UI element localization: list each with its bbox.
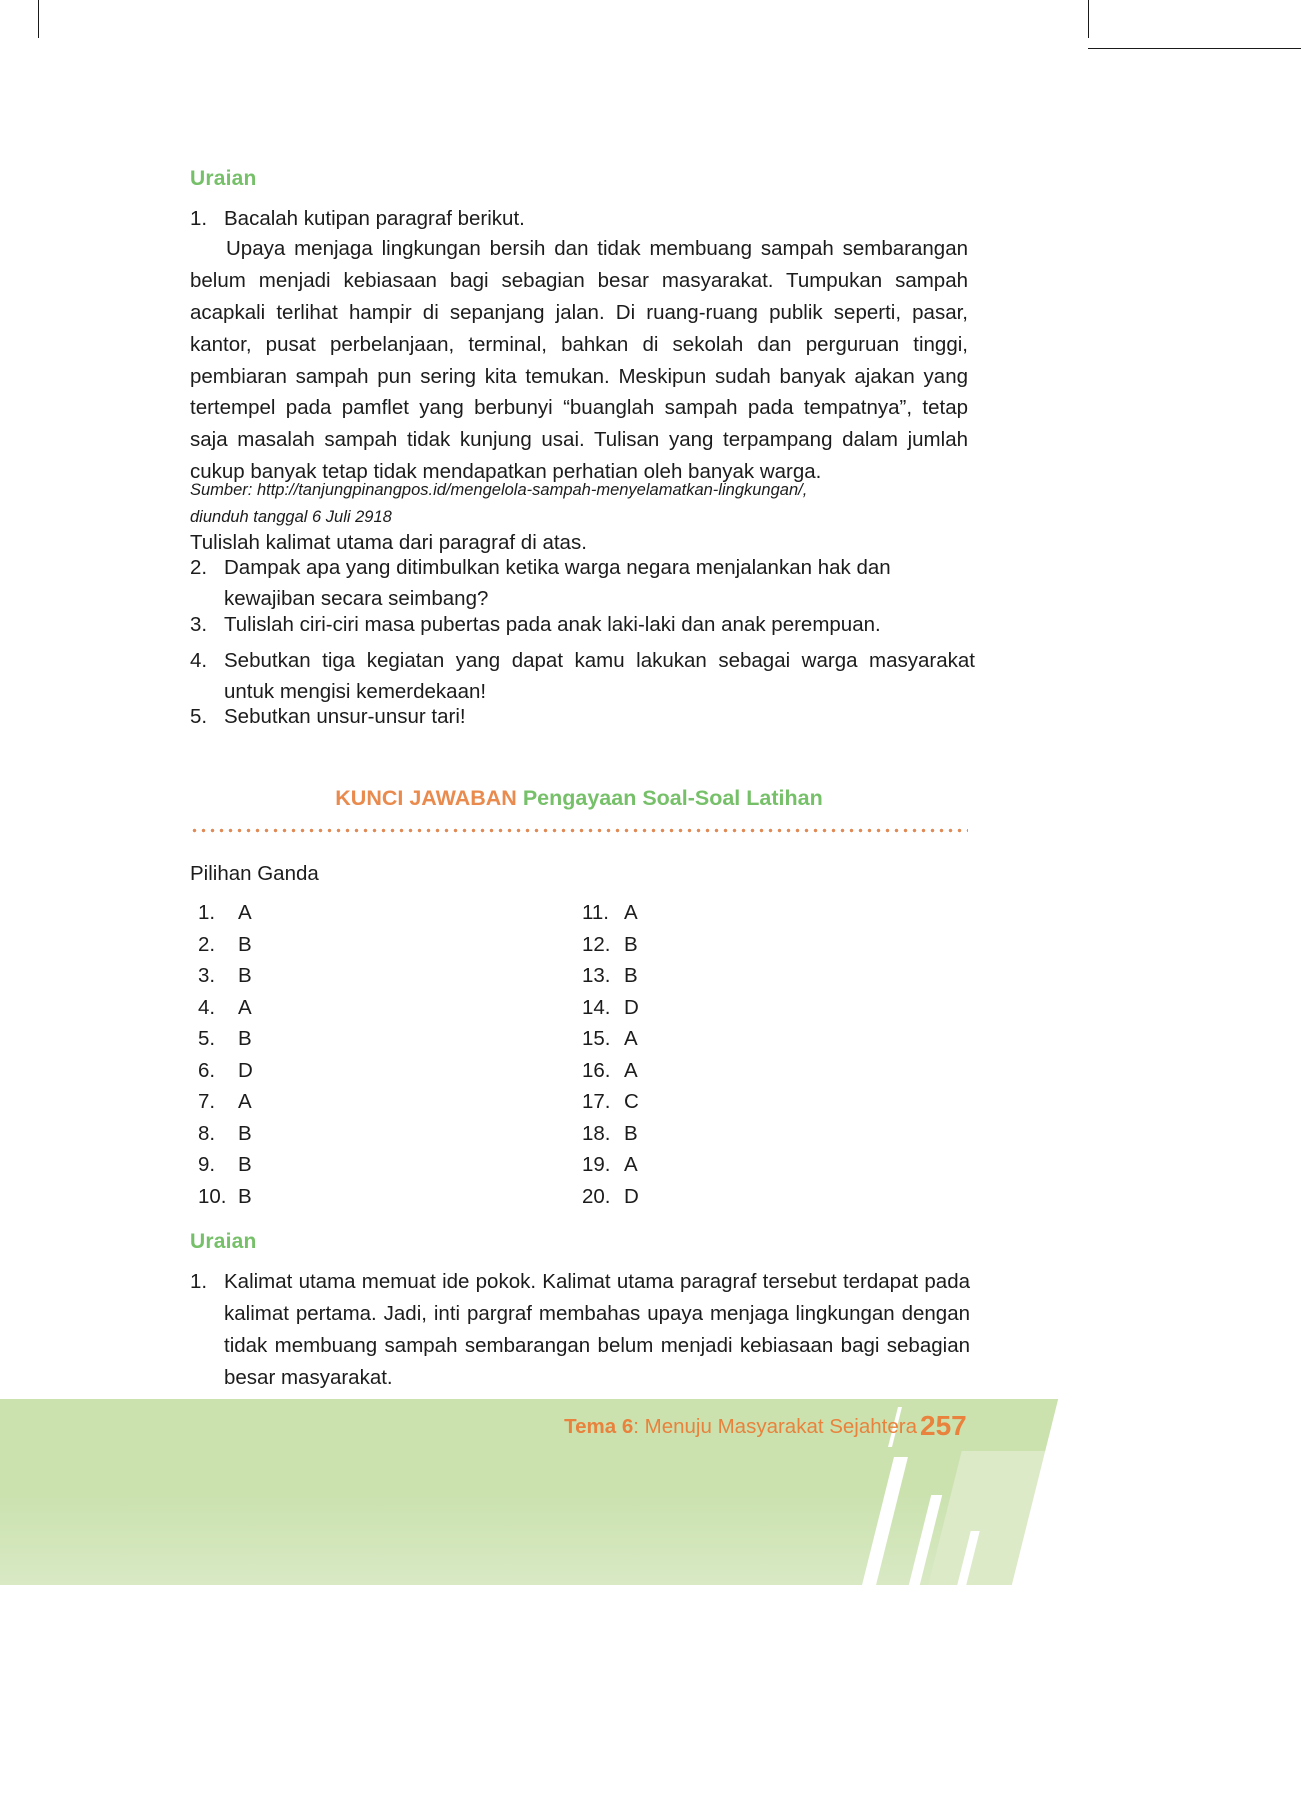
answer-number: 6. bbox=[198, 1058, 216, 1082]
answer-row bbox=[582, 1086, 639, 1118]
multiple-choice-label: Pilihan Ganda bbox=[190, 862, 319, 885]
quoted-paragraph: Upaya menjaga lingkungan bersih dan tidak membuang sampah sembarangan belum menjadi kebiasaan bagi sebagian besar masyarakat. Tumpukan sampah acapkali terlihat hampir di sepanjang jalan. Di ruang-ruang publik seperti, pasar, kantor, pusat perbelanjaan, terminal, bahkan di sekolah dan perguruan tinggi, pembiaran sampah pun sering kita temukan. Meskipun sudah banyak ajakan yang tertempel pada pamflet yang berbunyi “buanglah sampah pada tempatnya”, tetap saja masalah sampah tidak kunjung usai. Tulisan yang terpampang dalam jumlah cukup banyak tetap tidak mendapatkan perhatian oleh banyak warga. bbox=[190, 237, 968, 484]
crop-mark-top-left bbox=[38, 0, 39, 38]
question-number: 3. bbox=[190, 613, 208, 636]
answer-number: 12. bbox=[582, 932, 611, 956]
question-item-3 bbox=[190, 609, 980, 640]
answer-number: 11. bbox=[582, 901, 609, 924]
question-text: Dampak apa yang ditimbulkan ketika warga negara menjalankan hak dan kewajiban secara seimbang? bbox=[224, 556, 891, 611]
answer-value: B bbox=[624, 964, 638, 987]
answer-number: 14. bbox=[582, 995, 611, 1019]
answer-number: 10. bbox=[198, 1184, 227, 1208]
answer-row bbox=[198, 1118, 253, 1150]
answer-value: D bbox=[624, 995, 639, 1019]
question-number: 4. bbox=[190, 649, 208, 672]
answer-key-title-strong: KUNCI JAWABAN bbox=[335, 786, 517, 810]
question-text: Sebutkan tiga kegiatan yang dapat kamu lakukan sebagai warga masyarakat untuk mengisi kemerdekaan! bbox=[224, 649, 975, 704]
crop-mark-top-right-horizontal bbox=[1088, 48, 1301, 49]
answer-row bbox=[198, 1181, 253, 1213]
source-line-1: Sumber: http://tanjungpinangpos.id/mengelola-sampah-menyelamatkan-lingkungan/, bbox=[190, 481, 808, 499]
essay-answer-number: 1. bbox=[190, 1270, 208, 1293]
answer-number: 4. bbox=[198, 995, 216, 1019]
answer-number: 18. bbox=[582, 1121, 611, 1145]
answer-column-right bbox=[582, 897, 639, 1212]
source-line-2: diunduh tanggal 6 Juli 2918 bbox=[190, 508, 392, 527]
answer-value: A bbox=[238, 901, 252, 924]
question-number: 1. bbox=[190, 207, 208, 230]
answer-row bbox=[198, 1149, 253, 1181]
question-text: Sebutkan unsur-unsur tari! bbox=[224, 705, 466, 728]
answer-row bbox=[582, 1023, 639, 1055]
answer-value: B bbox=[624, 1121, 638, 1145]
answer-value: B bbox=[238, 1121, 252, 1145]
footer-theme-title: : Menuju Masyarakat Sejahtera bbox=[633, 1415, 917, 1438]
answer-number: 20. bbox=[582, 1184, 611, 1208]
answer-column-left bbox=[198, 897, 253, 1212]
question-item-4 bbox=[190, 645, 975, 707]
answer-value: B bbox=[238, 932, 252, 956]
answer-row bbox=[582, 992, 639, 1024]
answer-value: A bbox=[238, 1090, 252, 1113]
exercise-section-heading: Uraian bbox=[190, 167, 257, 190]
answer-row bbox=[198, 1023, 253, 1055]
answer-number: 2. bbox=[198, 932, 216, 956]
question-text: Tulislah ciri-ciri masa pubertas pada anak laki-laki dan anak perempuan. bbox=[224, 613, 881, 636]
essay-answer-1 bbox=[190, 1266, 970, 1394]
answer-number: 1. bbox=[198, 901, 216, 924]
answer-row bbox=[582, 1118, 639, 1150]
dotted-divider bbox=[190, 828, 968, 833]
answer-value: A bbox=[624, 1027, 638, 1050]
question-1-instruction: Tulislah kalimat utama dari paragraf di atas. bbox=[190, 531, 587, 554]
answer-value: D bbox=[238, 1058, 253, 1082]
answer-value: A bbox=[624, 1153, 638, 1176]
answer-value: A bbox=[624, 1058, 638, 1082]
page-number: 257 bbox=[920, 1410, 967, 1441]
answer-row bbox=[582, 929, 639, 961]
answer-number: 7. bbox=[198, 1090, 216, 1113]
answer-row bbox=[198, 992, 253, 1024]
answer-row bbox=[582, 1055, 639, 1087]
answer-value: D bbox=[624, 1184, 639, 1208]
answer-row bbox=[582, 960, 639, 992]
answer-number: 19. bbox=[582, 1153, 611, 1176]
answer-row bbox=[198, 960, 253, 992]
footer-theme-number: Tema 6 bbox=[564, 1415, 634, 1438]
page-bottom-margin bbox=[0, 1585, 1301, 1800]
source-citation bbox=[190, 477, 980, 532]
answer-key-title bbox=[190, 786, 968, 811]
answer-value: A bbox=[238, 995, 252, 1019]
crop-mark-top-right-vertical bbox=[1088, 0, 1089, 38]
answer-number: 5. bbox=[198, 1027, 216, 1050]
footer-theme-label bbox=[564, 1415, 917, 1439]
question-item-5 bbox=[190, 701, 790, 732]
question-number: 5. bbox=[190, 705, 208, 728]
answer-row bbox=[198, 1055, 253, 1087]
page-footer bbox=[0, 1399, 1301, 1585]
answer-key-title-rest: Pengayaan Soal-Soal Latihan bbox=[516, 786, 823, 810]
answer-row bbox=[198, 897, 253, 929]
answer-row bbox=[198, 1086, 253, 1118]
answer-value: B bbox=[624, 932, 638, 956]
question-item-2 bbox=[190, 552, 970, 614]
answer-row bbox=[198, 929, 253, 961]
answer-value: B bbox=[238, 1027, 252, 1050]
answer-number: 15. bbox=[582, 1027, 611, 1050]
answer-number: 9. bbox=[198, 1153, 216, 1176]
answer-value: A bbox=[624, 901, 638, 924]
answer-row bbox=[582, 1181, 639, 1213]
answer-number: 13. bbox=[582, 964, 611, 987]
answer-row bbox=[582, 1149, 639, 1181]
answer-number: 8. bbox=[198, 1121, 216, 1145]
answer-number: 17. bbox=[582, 1090, 611, 1113]
answer-value: C bbox=[624, 1090, 639, 1113]
answer-number: 3. bbox=[198, 964, 216, 987]
question-text: Bacalah kutipan paragraf berikut. bbox=[224, 207, 525, 230]
answer-number: 16. bbox=[582, 1058, 611, 1082]
answer-row bbox=[582, 897, 639, 929]
answer-value: B bbox=[238, 1184, 252, 1208]
answer-value: B bbox=[238, 964, 252, 987]
essay-answer-text: Kalimat utama memuat ide pokok. Kalimat utama paragraf tersebut terdapat pada kalimat pertama. Jadi, inti pargraf membahas upaya menjaga lingkungan dengan tidak membuang sampah sembarangan belum menjadi kebiasaan bagi sebagian besar masyarakat. bbox=[224, 1270, 970, 1389]
answer-value: B bbox=[238, 1153, 252, 1176]
question-item-1 bbox=[190, 203, 968, 234]
question-number: 2. bbox=[190, 556, 208, 579]
answer-key-essay-heading: Uraian bbox=[190, 1230, 257, 1253]
